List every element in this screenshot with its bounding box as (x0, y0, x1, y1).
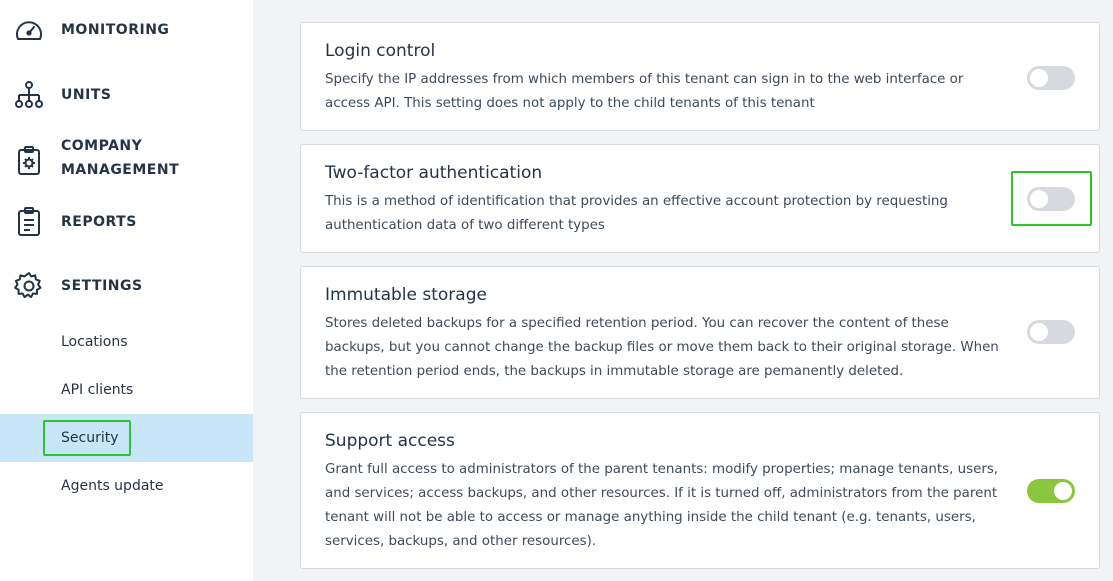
sidebar-subitem-label: API clients (61, 382, 134, 398)
toggle-knob (1030, 69, 1048, 87)
sidebar-subitem-label: Security (61, 430, 119, 446)
sidebar-item-label: MONITORING (61, 22, 170, 38)
card-description: Grant full access to administrators of the parent tenants: modify properties; manage tenants, users, and services; access backups, and other resources. If it is turned off, administrators from the parent tenant will not be able to access or manage anything inside the child tenant (e.g. tenants, users, services, backups, and other resources). (325, 462, 999, 549)
gear-icon (12, 269, 46, 303)
card-login-control (300, 22, 1100, 131)
main-content (253, 0, 1113, 581)
card-title: Two-factor authentication (325, 163, 543, 183)
sidebar-item-reports[interactable] (0, 205, 253, 239)
sidebar-subitem-api-clients[interactable] (0, 366, 253, 414)
sidebar-item-monitoring[interactable] (0, 14, 253, 48)
sidebar-item-label: REPORTS (61, 214, 137, 230)
card-title: Immutable storage (325, 285, 487, 305)
sidebar-item-label: SETTINGS (61, 278, 143, 294)
card-immutable-storage (300, 266, 1100, 399)
sidebar-item-settings[interactable] (0, 269, 253, 303)
toggle-knob (1030, 323, 1048, 341)
sidebar-item-label: UNITS (61, 87, 112, 103)
support-access-toggle[interactable] (1027, 479, 1075, 503)
toggle-knob (1054, 482, 1072, 500)
sidebar-subitem-label: Agents update (61, 478, 164, 494)
card-description: Stores deleted backups for a specified retention period. You can recover the content of these backups, but you cannot change the backup files or move them back to their original storage. When the retention period ends, the backups in immutable storage are pemanently deleted. (325, 316, 999, 379)
card-description: This is a method of identification that provides an effective account protection by requesting authentication data of two different types (325, 194, 948, 233)
two-factor-auth-toggle[interactable] (1027, 187, 1075, 211)
sidebar-item-label-line2: MANAGEMENT (61, 162, 180, 178)
sidebar (0, 0, 253, 581)
card-title: Support access (325, 431, 455, 451)
sidebar-item-label-line1: COMPANY (61, 138, 143, 154)
card-description: Specify the IP addresses from which members of this tenant can sign in to the web interface or access API. This setting does not apply to the child tenants of this tenant (325, 72, 964, 111)
clipboard-gear-icon (12, 144, 46, 178)
card-two-factor-auth (300, 144, 1100, 253)
sidebar-subitem-label: Locations (61, 334, 128, 350)
toggle-knob (1030, 190, 1048, 208)
immutable-storage-toggle[interactable] (1027, 320, 1075, 344)
sidebar-subitem-security[interactable] (0, 414, 253, 462)
report-icon (12, 205, 46, 239)
login-control-toggle[interactable] (1027, 66, 1075, 90)
highlight-box-security (43, 420, 131, 456)
sidebar-item-units[interactable] (0, 78, 253, 112)
sidebar-subitem-agents-update[interactable] (0, 462, 253, 510)
hierarchy-icon (12, 78, 46, 112)
card-title: Login control (325, 41, 436, 61)
sidebar-subitem-locations[interactable] (0, 318, 253, 366)
gauge-icon (12, 14, 46, 48)
sidebar-item-company-management[interactable] (0, 134, 253, 184)
card-support-access (300, 412, 1100, 569)
